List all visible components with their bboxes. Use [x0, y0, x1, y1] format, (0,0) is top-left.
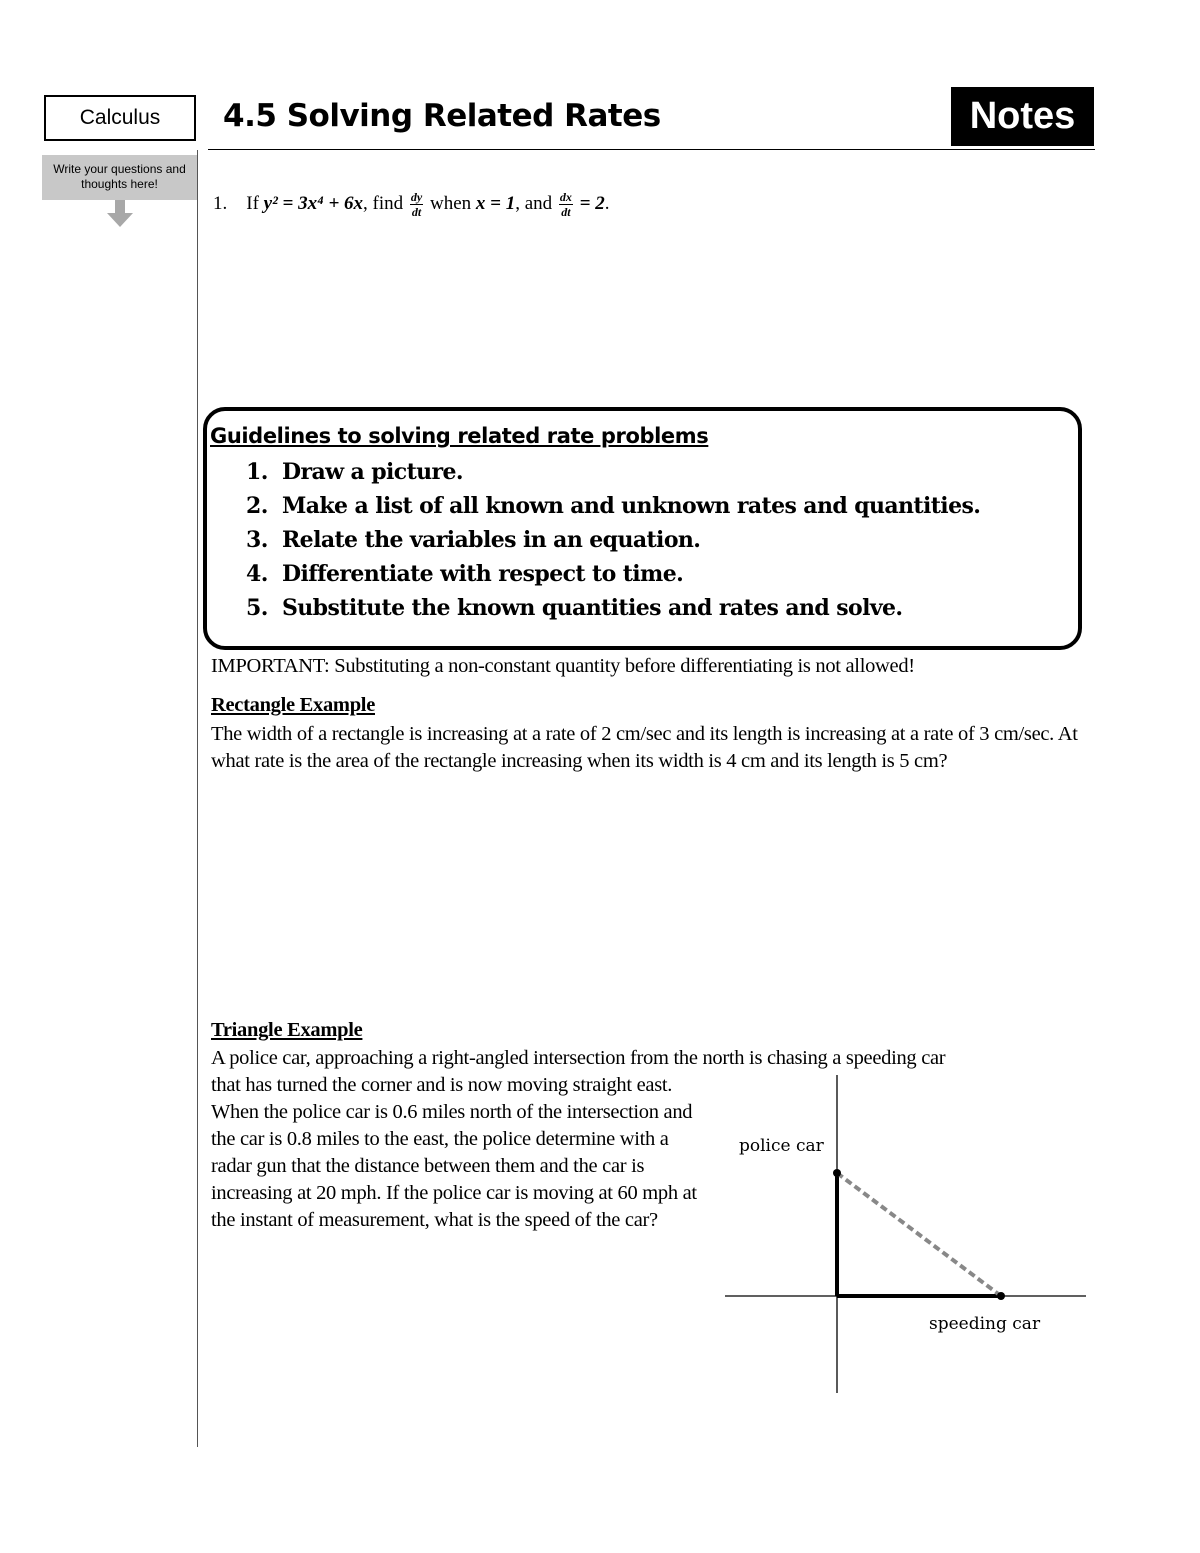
guideline-text: Substitute the known quantities and rates and solve.: [282, 595, 903, 621]
problem-1: [213, 190, 609, 219]
guideline-number: 1.: [246, 459, 268, 485]
intersection-diagram: [720, 1070, 1100, 1400]
police-car-point: [833, 1169, 841, 1177]
guideline-number: 4.: [246, 561, 268, 587]
guideline-text: Differentiate with respect to time.: [282, 561, 684, 587]
rectangle-example-heading: Rectangle Example: [211, 694, 375, 716]
problem-condition: x = 1: [475, 192, 516, 214]
frac-denominator: dt: [561, 205, 571, 219]
frac-denominator: dt: [411, 205, 422, 219]
notes-badge: Notes: [951, 87, 1094, 146]
speeding-car-point: [997, 1292, 1005, 1300]
guideline-item: [246, 490, 980, 524]
margin-note-banner: Write your questions and thoughts here!: [42, 155, 197, 200]
guideline-text: Make a list of all known and unknown rates and quantities.: [282, 493, 981, 519]
guideline-item: [246, 558, 980, 592]
course-label: Calculus: [44, 95, 196, 141]
guideline-number: 2.: [246, 493, 268, 519]
problem-rate-value: = 2: [579, 192, 605, 214]
guideline-number: 5.: [246, 595, 268, 621]
problem-equation: y² = 3x⁴ + 6x: [263, 192, 364, 214]
problem-text: , find: [363, 192, 404, 214]
margin-divider: [197, 150, 198, 1447]
guideline-text: Draw a picture.: [282, 459, 463, 485]
problem-text: when: [429, 192, 472, 214]
distance-line: [837, 1173, 1001, 1296]
guidelines-list: [246, 456, 980, 626]
problem-text: .: [604, 192, 610, 214]
triangle-example-heading: Triangle Example: [211, 1019, 363, 1041]
problem-text: , and: [515, 192, 553, 214]
police-car-label: police car: [739, 1136, 824, 1156]
rectangle-example-text: The width of a rectangle is increasing at a rate of 2 cm/sec and its length is increasing at a rate of 3 cm/sec. At what rate is the area of the rectangle increasing when its width is 4 cm and its length is 5 cm?: [211, 723, 1078, 772]
speeding-car-label: speeding car: [929, 1314, 1041, 1334]
title-divider: [208, 149, 1095, 150]
derivative-dx-dt: [559, 190, 573, 219]
important-note: IMPORTANT: Substituting a non-constant quantity before differentiating is not allowed!: [211, 655, 915, 677]
guidelines-title: Guidelines to solving related rate problems: [210, 424, 709, 448]
problem-text: If: [246, 192, 259, 214]
triangle-example-text: A police car, approaching a right-angled intersection from the north is chasing a speeding car: [211, 1047, 946, 1069]
derivative-dy-dt: [410, 190, 423, 219]
guideline-item: [246, 456, 980, 490]
triangle-example-text: that has turned the corner and is now moving straight east. When the police car is 0.6 miles north of the intersection and the car is 0.8 miles to the east, the police determine with a radar gun that the distance between them and the car is increasing at 20 mph. If the police car is moving at 60 mph at the instant of measurement, what is the speed of the car?: [211, 1074, 697, 1231]
frac-numerator: dx: [559, 190, 572, 204]
guideline-item: [246, 592, 980, 626]
guideline-item: [246, 524, 980, 558]
frac-numerator: dy: [410, 190, 423, 204]
page-title: 4.5 Solving Related Rates: [223, 98, 661, 134]
guideline-text: Relate the variables in an equation.: [282, 527, 701, 553]
down-arrow-icon: [105, 200, 135, 228]
guideline-number: 3.: [246, 527, 268, 553]
problem-number: 1.: [213, 192, 228, 214]
